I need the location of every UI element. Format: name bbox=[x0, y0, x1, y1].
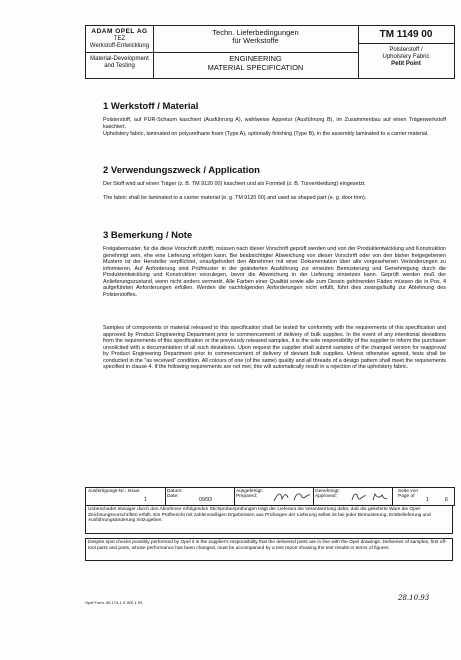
form-number: Opel Form. 86 174-1 E WD 1 93 bbox=[85, 600, 143, 605]
note-en-text: Despite spot checks possibly performed by Opel it is the supplier's responsibility that the delivered parts are in line with the Opel drawings. Deliveries of samples, first off-tool parts and parts, whose performance has been changed, must be accompanied by a test report showing the test results in terms of figures. bbox=[88, 540, 447, 551]
date-label: Datum: Date: bbox=[167, 489, 183, 499]
dept-de: Werkstoff-Entwicklung bbox=[89, 43, 150, 49]
section-3-text-de: Freigabemuster, für die diese Vorschrift zutrifft, müssen nach dieser Vorschrift geprüft werden und von der Produktentwicklung und Konstruktion genehmigt sein, ehe eine Lieferung erfolgen kann. Bei beabsichtigter Abweichung von dieser Vorschrift oder von den bisher freigegebenen Mustern ist der Hersteller verpflichtet, unaufgefordert den Abnehmer mit einer Dokumentation über alle vorgesehenen Veränderungen zu informieren. Auf Anforderung sind Prüfmuster in der geänderten Ausführung zur erneuten Bemusterung und Genehmigung durch die Produktentwicklung und Konstruktion vorzulegen, bevor die Abweichung in der Lieferung einsetzen kann. Geprüft werden muß der Anlieferungszustand, wenn nicht anders vermerkt. Alle Farben einer Qualität sowie alle zum Dessin gehörenden Fäden müssen die in Pos. 4 aufgeführten Anforderungen erfüllen. Werden die nachfolgenden Anforderungen nicht erfüllt, führt dies zwangsläufig zur Ablehnung des Polsterstoffes. bbox=[103, 246, 446, 298]
section-2-title: 2 Verwendungszweck / Application bbox=[103, 165, 260, 176]
page-label: Seite von Page of bbox=[398, 489, 419, 499]
section-3-title: 3 Bemerkung / Note bbox=[103, 230, 193, 241]
note-de-text: Unbeschadet etwaiger durch den Abnehmer erfolgenden Stichprobenprüfungen trägt der Lieferant die Verantwortung dafür, daß die gelieferte Ware die Opel-Zeichnungsvorschriften erfüllt. Ein Prüfbericht mit zahlenmäßigen Ergebnissen aus Prüfungen der Lieferung selbst ist bei jeder Bemusterung, Erstbelieferung und Ausführungsänderung mitzugeben. bbox=[88, 507, 431, 524]
subject-en: Upholstery Fabric bbox=[382, 54, 430, 60]
title-en-2: MATERIAL SPECIFICATION bbox=[207, 63, 304, 72]
issue-cell bbox=[86, 488, 166, 505]
company-name: ADAM OPEL AG bbox=[91, 28, 148, 35]
subject-name: Petit Point bbox=[391, 61, 421, 67]
header-spec-cell bbox=[358, 26, 454, 78]
section-3-text-en: Samples of components or material released to this specification shall be tested for conformity with the requirements of this specification and approved by Product Engineering Department prior to commencement of delivery of bulk supplies. In the event of any intentional deviations from the requirements of this specification or the previously released samples, it is the sole responsibility of the supplier to inform the purchaser unsolicited with a documentation of all such deviations. Upon request the supplier shall submit samples of the changed version for reapproval by Product Engineering Department prior to commencement of delivery of deviant bulk supplies. Unless otherwise agreed, tests shall be conducted in the "as received" condition. All colours of one (of the same) quality and all threads of a design pattern shall meet the requirements specified in clause 4. If the following requirements are not met, this will automatically result in a rejection of the upholstery fabric. bbox=[103, 325, 446, 370]
page-value: 1 bbox=[426, 497, 429, 503]
section-1-text-de: Polsterstoff, auf PUR-Schaum kaschiert (Ausführung A), wahlweise Appretur (Ausführung B), im Zusammenbau auf einen Trägerwerkstoff kaschiert. bbox=[103, 117, 446, 130]
section-1-text-en: Upholstery fabric, laminated on polyurethane foam (Type A), optionally finishing (Type B), in the assembly laminated to a carrier material. bbox=[103, 131, 429, 137]
title-en-1: ENGINEERING bbox=[229, 54, 282, 63]
header-title-cell bbox=[153, 26, 359, 78]
issue-value: 1 bbox=[144, 497, 147, 503]
section-2-text-de: Der Stoff wird auf einen Träger (z. B. TM 9120 00) kaschiert und als Formteil (z. B. Türverkleidung) eingesetzt. bbox=[103, 181, 366, 187]
spec-number: TM 1149 00 bbox=[379, 29, 433, 40]
dept-en-2: and Testing bbox=[104, 63, 135, 69]
page-cell bbox=[392, 488, 454, 505]
approval-table bbox=[85, 487, 455, 506]
title-de-1: Techn. Lieferbedingungen bbox=[212, 28, 299, 37]
approved-label: Genehmigt: Approved: bbox=[315, 489, 340, 499]
dept-code: TEZ bbox=[113, 36, 126, 42]
approved-signature bbox=[349, 490, 389, 506]
title-de-2: für Werkstoffe bbox=[232, 36, 279, 45]
handwritten-date: 28.10.93 bbox=[398, 594, 430, 602]
issue-label: Ausfertigungs-Nr.: Issue: bbox=[88, 489, 141, 494]
prepared-cell bbox=[234, 488, 314, 505]
date-value: 09/93 bbox=[199, 497, 212, 503]
approved-cell bbox=[313, 488, 393, 505]
section-1-title: 1 Werkstoff / Material bbox=[103, 101, 199, 112]
header-company-cell bbox=[86, 26, 154, 78]
note-box-en bbox=[85, 538, 453, 561]
prepared-label: Ausgefertigt: Prepared: bbox=[236, 489, 263, 499]
dept-en-1: Material-Development bbox=[90, 56, 149, 62]
note-box-de bbox=[85, 505, 453, 534]
header-block bbox=[85, 25, 455, 79]
date-cell bbox=[165, 488, 235, 505]
subject-de: Polsterstoff / bbox=[389, 47, 423, 53]
prepared-signature bbox=[272, 490, 312, 506]
section-2-text-en: The fabric shall be laminated to a carrier material (e. g. TM 9120 00) and used as shaped part (e. g. door trim). bbox=[103, 195, 367, 201]
page-total: 6 bbox=[445, 497, 448, 503]
